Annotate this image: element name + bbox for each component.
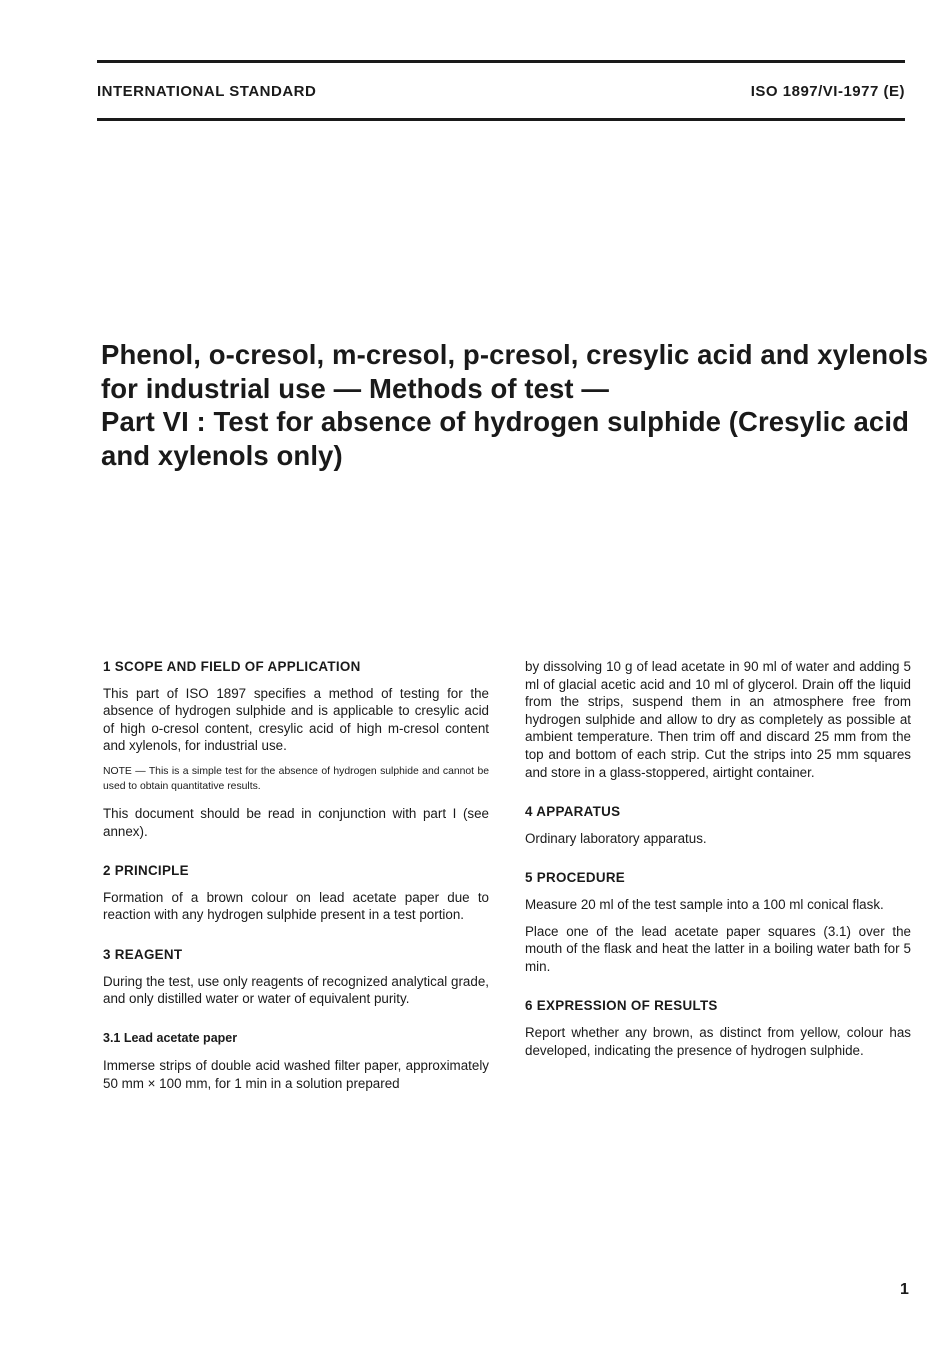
procedure-paragraph-1: Measure 20 ml of the test sample into a 100 ml conical flask. (525, 896, 884, 912)
document-title (101, 338, 929, 472)
principle-paragraph: Formation of a brown colour on lead acetate paper due to reaction with any hydrogen sulphide present in a test portion. (103, 889, 489, 923)
document-header (97, 83, 905, 100)
lead-acetate-paper-heading: 3.1 Lead acetate paper (103, 1030, 238, 1045)
header-standard-number: ISO 1897/VI-1977 (E) (750, 83, 905, 100)
lead-acetate-paper-continuation: by dissolving 10 g of lead acetate in 90 ml of water and adding 5 ml of glacial acetic acid and 10 ml of glycerol. Drain off the liquid from the strips, suspend them in an atmosphere free from hydrogen sulphide and allow to dry as completely as possible at ambient temperature. Then trim off and discard 25 mm from the top and bottom of each strip. Cut the strips into 25 mm squares and store in a glass-stoppered, airtight container. (525, 659, 911, 780)
apparatus-paragraph: Ordinary laboratory apparatus. (525, 830, 707, 846)
scope-note: NOTE — This is a simple test for the absence of hydrogen sulphide and cannot be used to obtain quantitative results. (103, 765, 489, 792)
scope-reference-paragraph: This document should be read in conjunction with part I (see annex). (103, 805, 489, 839)
left-column (103, 658, 489, 1102)
procedure-heading: 5 PROCEDURE (525, 870, 626, 886)
header-top-rule (97, 60, 905, 63)
title-line-3: Part VI : Test for absence of hydrogen sulphide (Cresylic acid (101, 406, 909, 437)
title-line-4: and xylenols only) (101, 439, 343, 471)
header-bottom-rule (97, 118, 905, 121)
scope-paragraph: This part of ISO 1897 specifies a method of testing for the absence of hydrogen sulphide and is applicable to cresylic acid of high o-cresol content, cresylic acid of high m-cresol content and xylenols, for industrial use. (103, 685, 489, 754)
title-line-2: for industrial use — Methods of test — (101, 372, 609, 404)
header-standard-label: INTERNATIONAL STANDARD (97, 83, 317, 100)
title-line-1: Phenol, o-cresol, m-cresol, p-cresol, cresylic acid and xylenols (101, 339, 929, 370)
reagent-heading: 3 REAGENT (103, 946, 183, 962)
lead-acetate-paper-paragraph: Immerse strips of double acid washed filter paper, approximately 50 mm × 100 mm, for 1 min in a solution prepared (103, 1058, 489, 1091)
results-heading: 6 EXPRESSION OF RESULTS (525, 998, 718, 1014)
principle-heading: 2 PRINCIPLE (103, 863, 189, 879)
right-column (525, 658, 911, 1068)
reagent-paragraph: During the test, use only reagents of recognized analytical grade, and only distilled water or water of equivalent purity. (103, 973, 489, 1007)
scope-heading: 1 SCOPE AND FIELD OF APPLICATION (103, 659, 361, 674)
apparatus-heading: 4 APPARATUS (525, 804, 621, 820)
procedure-paragraph-2: Place one of the lead acetate paper squares (3.1) over the mouth of the flask and heat the latter in a boiling water bath for 5 min. (525, 923, 911, 974)
page-number: 1 (900, 1281, 909, 1298)
results-paragraph: Report whether any brown, as distinct from yellow, colour has developed, indicating the presence of hydrogen sulphide. (525, 1024, 911, 1058)
